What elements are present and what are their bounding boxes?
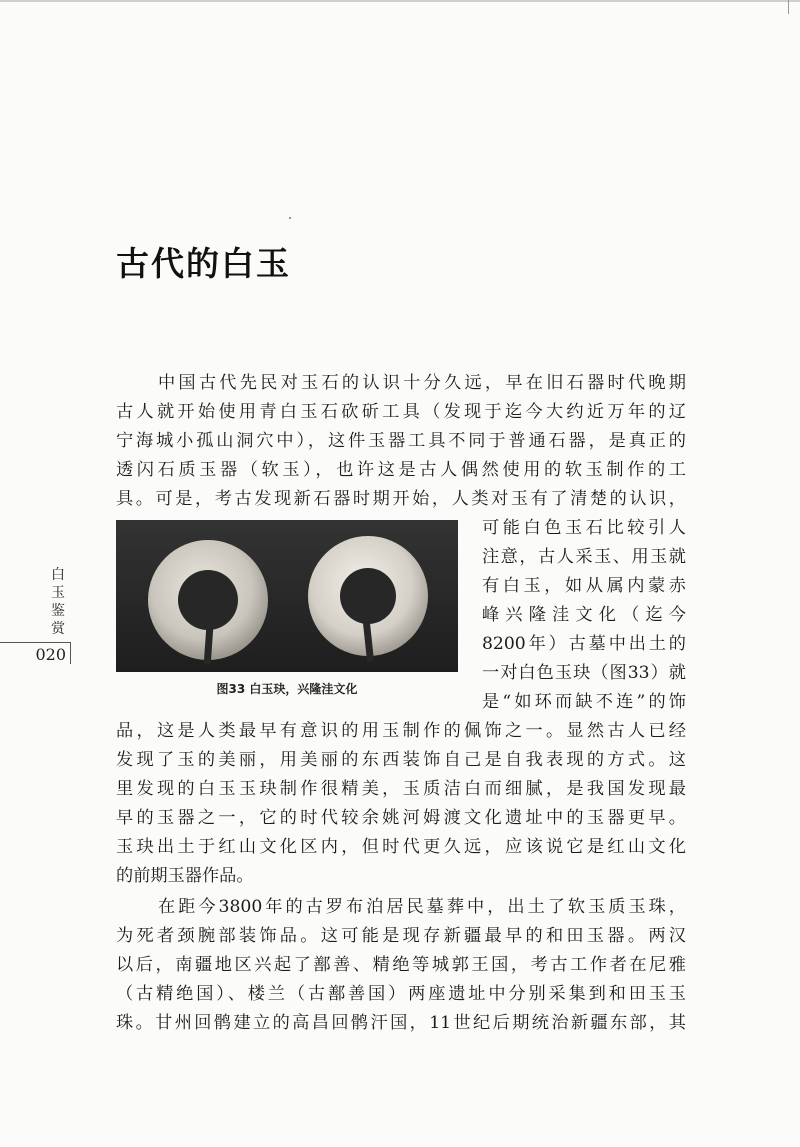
paragraph-line: 峰兴隆洼文化（迄今 [482,605,686,625]
paragraph-line: 8200年）古墓中出土的 [482,634,686,654]
top-border [0,0,800,2]
book-title-char: 赏 [51,621,65,637]
paragraph-line: 以后，南疆地区兴起了鄯善、精绝等城郭王国，考古工作者在尼雅 [116,955,686,975]
margin-divider [0,642,70,643]
paragraph-line: （古精绝国）、楼兰（古鄯善国）两座遗址中分别采集到和田玉玉 [116,984,686,1004]
speck [289,217,291,219]
paragraph-line: 宁海城小孤山洞穴中），这件玉器工具不同于普通石器，是真正的 [116,431,686,451]
chapter-title: 古代的白玉 [116,244,291,283]
paragraph-line: 可能白色玉石比较引人 [482,518,686,538]
paragraph-line: 早的玉器之一，它的时代较余姚河姆渡文化遗址中的玉器更早。 [116,808,686,828]
figure-caption: 图33 白玉玦，兴隆洼文化 [216,682,358,696]
paragraph-line: 品，这是人类最早有意识的用玉制作的佩饰之一。显然古人已经 [116,721,686,741]
paragraph-line: 是“如环而缺不连”的饰 [482,692,686,712]
paragraph-line: 的前期玉器作品。 [116,866,254,886]
corner-mark [788,0,789,14]
book-title-char: 白 [51,567,65,583]
jade-jue-photo [116,520,458,672]
paragraph-line: 具。可是，考古发现新石器时期开始，人类对玉有了清楚的认识， [116,489,686,509]
book-title-char: 鉴 [51,603,65,619]
paragraph-line: 中国古代先民对玉石的认识十分久远，早在旧石器时代晚期 [158,373,686,393]
margin-divider-vertical [70,642,71,664]
paragraph-line: 为死者颈腕部装饰品。这可能是现存新疆最早的和田玉器。两汉 [116,926,686,946]
paragraph-line: 古人就开始使用青白玉石砍斫工具（发现于迄今大约近万年的辽 [116,402,686,422]
book-title-vertical [48,566,68,638]
paragraph-line: 一对白色玉玦（图33）就 [482,663,686,683]
paragraph-line: 发现了玉的美丽，用美丽的东西装饰自己是自我表现的方式。这 [116,750,686,770]
paragraph-line: 在距今3800年的古罗布泊居民墓葬中，出土了软玉质玉珠， [158,897,686,917]
paragraph-line: 玉玦出土于红山文化区内，但时代更久远，应该说它是红山文化 [116,837,686,857]
paragraph-line: 珠。甘州回鹘建立的高昌回鹘汗国，11世纪后期统治新疆东部，其 [116,1013,686,1033]
page-number: 020 [35,645,66,664]
paragraph-line: 注意，古人采玉、用玉就 [482,547,686,567]
book-title-char: 玉 [51,585,65,601]
paragraph-line: 透闪石质玉器（软玉），也许这是古人偶然使用的软玉制作的工 [116,460,686,480]
paragraph-line: 有白玉，如从属内蒙赤 [482,576,686,596]
paragraph-line: 里发现的白玉玉玦制作很精美，玉质洁白而细腻，是我国发现最 [116,779,686,799]
